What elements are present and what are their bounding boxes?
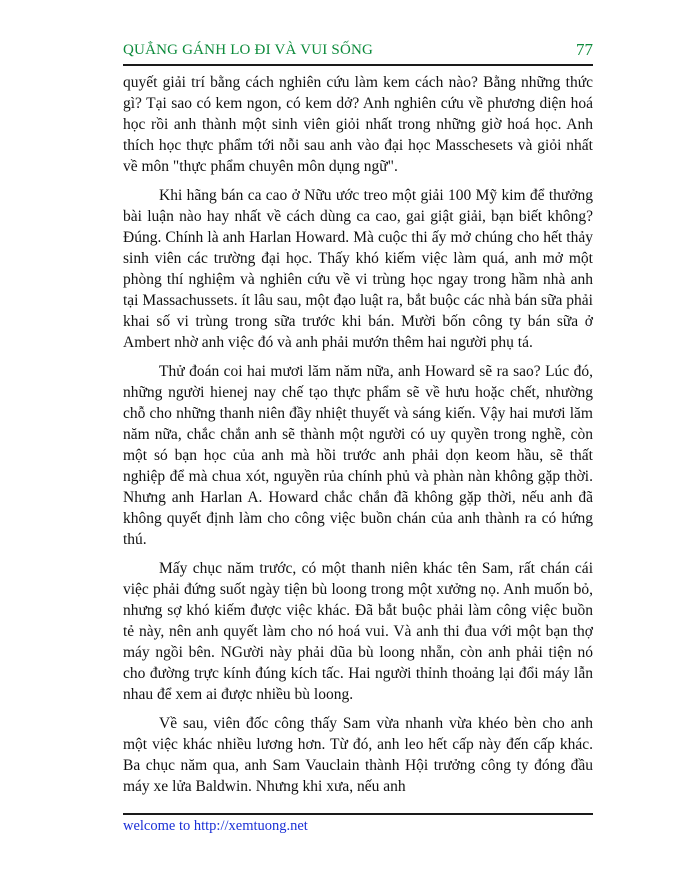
running-title: QUẲNG GÁNH LO ĐI VÀ VUI SỐNG: [123, 42, 374, 58]
footer-rule: [123, 813, 593, 815]
page-number: 77: [576, 40, 593, 59]
paragraph: Khi hãng bán ca cao ở Nữu ước treo một giải 100 Mỹ kim để thưởng bài luận nào hay nhất về cách dùng ca cao, gai giật giải, bạn biết không? Đúng. Chính là anh Harlan Howard. Mà cuộc thi ấy mở chúng cho hết thảy sinh viên các trường đại học. Thấy khó kiếm việc làm quá, anh mở một phòng thí nghiệm và nghiên cứu về vi trùng học ngay trong hầm nhà anh tại Massachussets. ít lâu sau, một đạo luật ra, bắt buộc các nhà bán sữa phải khai số vi trùng trong sữa trước khi bán. Mười bốn công ty bán sữa ở Ambert nhờ anh việc đó và anh phải mướn thêm hai người phụ tá.: [123, 187, 593, 351]
paragraph: Mấy chục năm trước, có một thanh niên khác tên Sam, rất chán cái việc phải đứng suốt ngày tiện bù loong trong một xưởng nọ. Anh muốn bỏ, nhưng sợ khó kiếm được việc khác. Đã bắt buộc phải làm công việc buồn tẻ này, nên anh quyết làm cho nó hoá vui. Và anh thi đua với một bạn thợ máy ngồi bên. NGười này phải dũa bù loong nhẵn, còn anh phải tiện nó cho đường trực kính đúng kích tấc. Hai người thỉnh thoảng lại đổi máy lẫn nhau để xem ai được nhiều bù loong.: [123, 560, 593, 703]
paragraph: Thử đoán coi hai mươi lăm năm nữa, anh Howard sẽ ra sao? Lúc đó, những người hienej nay chế tạo thực phẩm sẽ về hưu hoặc chết, nhường chỗ cho những thanh niên đầy nhiệt thuyết và sáng kiến. Vậy hai mươi lăm năm nữa, chắc chắn anh sẽ thành một người có uy quyền trong nghề, còn một só bạn học của anh mà hồi trước anh phải dọn keom hầu, sẽ thất nghiệp để mà chua xót, nguyền rủa chính phủ và phàn nàn không gặp thời. Nhưng anh Harlan A. Howard chắc chắn đã không gặp thời, nếu anh đã không quyết định làm cho công việc buồn chán của anh thành ra có hứng thú.: [123, 363, 593, 548]
paragraph: quyết giải trí bằng cách nghiên cứu làm kem cách nào? Bằng những thức gì? Tại sao có kem ngon, có kem dở? Anh nghiên cứu về phương diện hoá học rồi anh thành một sinh viên giỏi nhất trong những giờ hoá học. Anh thích học thực phẩm tới nỗi sau anh vào đại học Masschesets và giỏi nhất về môn "thực phẩm chuyên môn dụng ngữ".: [123, 74, 593, 175]
page-header: [123, 38, 593, 66]
paragraph: Về sau, viên đốc công thấy Sam vừa nhanh vừa khéo bèn cho anh một việc khác nhiều lương hơn. Từ đó, anh leo hết cấp này đến cấp khác. Ba chục năm qua, anh Sam Vauclain thành Hội trưởng công ty đóng đầu máy xe lửa Baldwin. Nhưng khi xưa, nếu anh: [123, 715, 593, 795]
body-text: [123, 72, 593, 805]
footer-link[interactable]: welcome to http://xemtuong.net: [123, 818, 308, 834]
